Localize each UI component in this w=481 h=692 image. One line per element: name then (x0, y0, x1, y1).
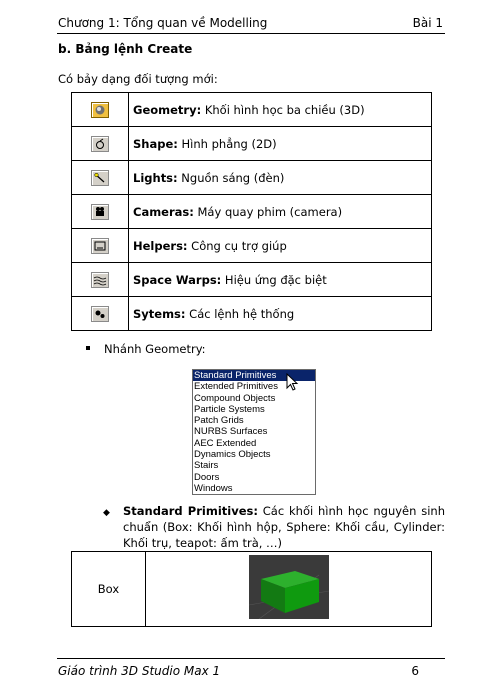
list-item-extended-primitives[interactable]: Extended Primitives (194, 381, 278, 393)
table-row (72, 263, 432, 297)
box-label: Box (72, 552, 146, 627)
list-item-patch-grids[interactable]: Patch Grids (194, 415, 244, 427)
table-row (72, 552, 432, 627)
branch-label: Nhánh Geometry: (104, 342, 206, 356)
square-bullet-icon (86, 346, 90, 350)
header-lesson: Bài 1 (412, 16, 443, 30)
table-row (72, 229, 432, 263)
helpers-icon (91, 238, 109, 254)
standard-primitives-paragraph (123, 503, 445, 551)
page-number: 6 (411, 664, 419, 678)
section-title: b. Bảng lệnh Create (58, 42, 193, 56)
type-desc: Hiệu ứng đặc biệt (221, 272, 327, 287)
footer-divider (57, 658, 445, 659)
space-warps-icon (91, 272, 109, 288)
box-3d-preview (249, 555, 329, 619)
type-desc: Nguồn sáng (đèn) (177, 170, 285, 185)
shape-icon (91, 136, 109, 152)
type-desc: Máy quay phim (camera) (193, 204, 343, 219)
table-row (72, 195, 432, 229)
type-name: Lights: (133, 170, 178, 185)
list-item-compound-objects[interactable]: Compound Objects (194, 392, 276, 404)
table-row (72, 161, 432, 195)
diamond-bullet-icon: ◆ (103, 508, 110, 518)
list-item-doors[interactable]: Doors (194, 471, 220, 483)
standard-primitives-text: Các khối hình học nguyên sinh chuẩn (Box: Khối hình hộp, Sphere: Khối cầu, Cylinder: Khối trụ, teapot: ấm trà, …) (123, 504, 446, 550)
list-item-nurbs-surfaces[interactable]: NURBS Surfaces (194, 426, 268, 438)
type-name: Cameras: (133, 204, 194, 219)
type-desc: Hình phẳng (2D) (177, 136, 277, 151)
list-item-aec-extended[interactable]: AEC Extended (194, 437, 257, 449)
cameras-icon (91, 204, 109, 220)
systems-icon (91, 306, 109, 322)
footer-book-title: Giáo trình 3D Studio Max 1 (58, 664, 221, 678)
lights-icon (91, 170, 109, 186)
type-name: Sytems: (133, 306, 186, 321)
object-types-table (71, 92, 432, 331)
list-item-particle-systems[interactable]: Particle Systems (194, 403, 265, 415)
list-item-standard-primitives[interactable]: Standard Primitives (193, 370, 315, 381)
standard-primitives-title: Standard Primitives: (123, 504, 258, 518)
table-row (72, 93, 432, 127)
type-name: Space Warps: (133, 272, 222, 287)
list-item-stairs[interactable]: Stairs (194, 460, 219, 472)
type-desc: Khối hình học ba chiều (3D) (201, 102, 365, 117)
box-example-table (71, 551, 432, 627)
intro-text: Có bảy dạng đối tượng mới: (58, 72, 218, 86)
type-desc: Công cụ trợ giúp (187, 238, 287, 253)
type-name: Helpers: (133, 238, 188, 253)
header-divider (57, 33, 445, 34)
list-item-windows[interactable]: Windows (194, 482, 233, 494)
header-chapter-title: Chương 1: Tổng quan về Modelling (58, 16, 268, 30)
mouse-pointer-icon (286, 373, 300, 393)
geometry-icon (91, 102, 109, 118)
list-item-dynamics-objects[interactable]: Dynamics Objects (194, 449, 271, 461)
type-name: Shape: (133, 136, 178, 151)
type-desc: Các lệnh hệ thống (185, 306, 295, 321)
table-row (72, 127, 432, 161)
table-row (72, 297, 432, 331)
type-name: Geometry: (133, 102, 202, 117)
